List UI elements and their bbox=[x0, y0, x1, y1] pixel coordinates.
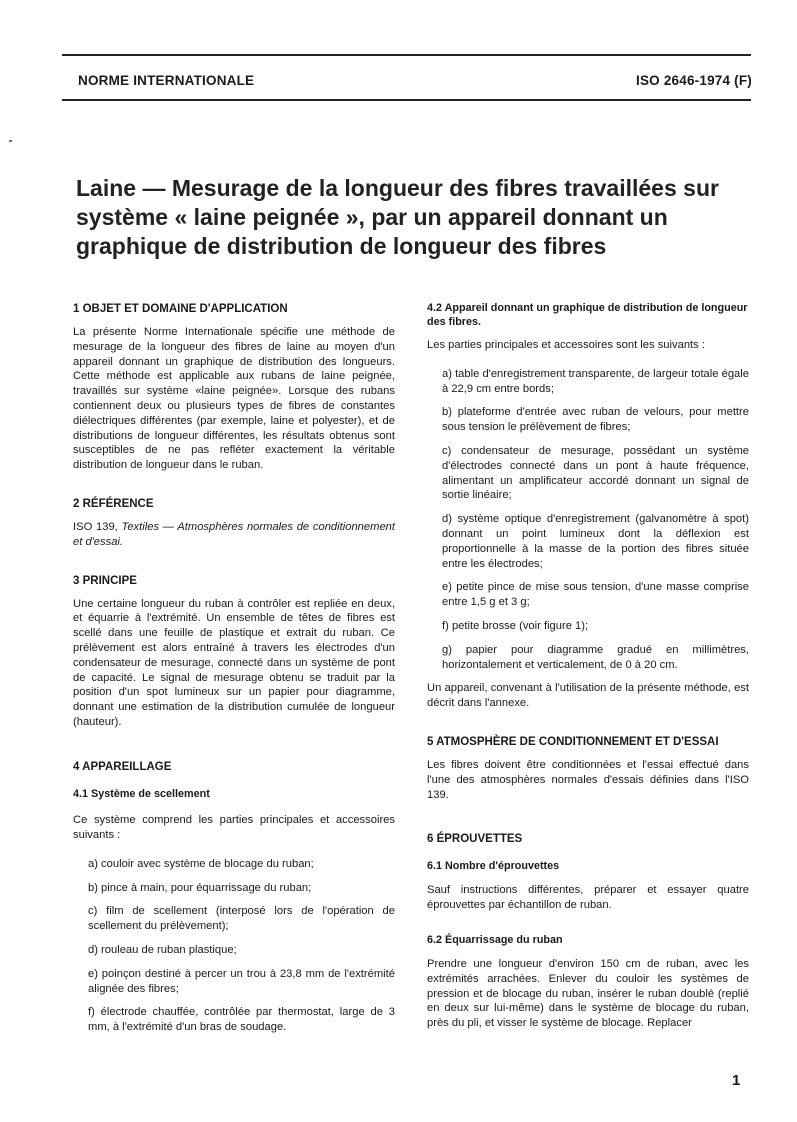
section-5-text: Les fibres doivent être conditionnées et l'essai effectué dans l'une des atmosphères normales d'essais définies dans l'ISO 139. bbox=[427, 758, 749, 801]
section-1 bbox=[73, 302, 395, 473]
list-item: b) plateforme d'entrée avec ruban de velours, pour mettre sous tension le prélèvement de fibres; bbox=[442, 406, 749, 434]
section-4-2-closing: Un appareil, convenant à l'utilisation de la présente méthode, est décrit dans l'annexe. bbox=[427, 682, 749, 710]
list-item: d) rouleau de ruban plastique; bbox=[88, 944, 237, 957]
list-item: d) système optique d'enregistrement (galvanomètre à spot) donnant un point lumineux dont la déflexion est proportionnelle à la masse de la portion des fibres située entre les électrodes; bbox=[442, 513, 749, 570]
section-6-2-text: Prendre une longueur d'environ 150 cm de ruban, avec les extrémités arrachées. Enlever du couloir les systèmes de pression et de blocage du ruban, insérer le ruban doublé (replié en deux sur lui-même) dans le système de blocage du ruban, près du pli, et visser le système de blocage. Replacer bbox=[427, 957, 749, 1030]
reference-code: ISO 139, bbox=[73, 520, 122, 533]
section-6-1-heading: 6.1 Nombre d'éprouvettes bbox=[427, 860, 560, 873]
list-item: a) couloir avec système de blocage du ruban; bbox=[88, 857, 314, 870]
list-item: e) petite pince de mise sous tension, d'une masse comprise entre 1,5 g et 3 g; bbox=[442, 581, 749, 609]
left-column bbox=[73, 302, 395, 1044]
list-item: f) électrode chauffée, contrôlée par thermostat, large de 3 mm, à l'extrémité d'un bras de soudage. bbox=[88, 1006, 395, 1034]
section-3-heading: 3 PRINCIPE bbox=[73, 574, 137, 587]
list-item: c) film de scellement (interposé lors de l'opération de scellement du prélèvement); bbox=[88, 905, 395, 933]
reference-title: Textiles — Atmosphères normales de conditionnement et d'essai. bbox=[73, 520, 395, 548]
section-5 bbox=[427, 735, 749, 802]
section-6-1-text: Sauf instructions différentes, préparer et essayer quatre éprouvettes par échantillon de ruban. bbox=[427, 883, 749, 911]
header-standard-number: ISO 2646-1974 (F) bbox=[636, 73, 752, 88]
document-title: Laine — Mesurage de la longueur des fibres travaillées sur système « laine peignée », par un appareil donnant un graphique de distribution de longueur des fibres bbox=[76, 175, 719, 259]
list-item: a) table d'enregistrement transparente, de largeur totale égale à 22,9 cm entre bords; bbox=[442, 367, 749, 395]
list-item: e) poinçon destiné à percer un trou à 23,8 mm de l'extrémité alignée des fibres; bbox=[88, 967, 395, 995]
section-6 bbox=[427, 832, 749, 1031]
section-4 bbox=[73, 760, 395, 1035]
section-4-heading: 4 APPAREILLAGE bbox=[73, 760, 172, 773]
section-6-2-heading: 6.2 Équarrissage du ruban bbox=[427, 934, 563, 947]
list-item: f) petite brosse (voir figure 1); bbox=[442, 619, 589, 632]
section-4-2-heading: 4.2 Appareil donnant un graphique de distribution de longueur des fibres. bbox=[427, 302, 748, 328]
page-number: 1 bbox=[732, 1072, 741, 1089]
section-2-text bbox=[73, 520, 395, 550]
section-6-heading: 6 ÉPROUVETTES bbox=[427, 833, 523, 846]
section-2 bbox=[73, 497, 395, 550]
header-standard-type: NORME INTERNATIONALE bbox=[78, 73, 255, 88]
top-rule bbox=[62, 54, 751, 56]
scan-mark bbox=[9, 140, 12, 142]
section-4-2-intro: Les parties principales et accessoires sont les suivants : bbox=[427, 339, 705, 351]
list-item: c) condensateur de mesurage, possédant un système d'électrodes connecté dans un pont à haute fréquence, alimentant un amplificateur accordé donnant un signal de sortie linéaire; bbox=[442, 444, 749, 502]
section-3 bbox=[73, 574, 395, 730]
section-4-1-heading: 4.1 Système de scellement bbox=[73, 787, 210, 800]
section-2-heading: 2 RÉFÉRENCE bbox=[73, 497, 154, 510]
section-4-1-intro: Ce système comprend les parties principales et accessoires suivants : bbox=[73, 814, 395, 842]
section-1-heading: 1 OBJET ET DOMAINE D'APPLICATION bbox=[73, 303, 288, 315]
list-item: b) pince à main, pour équarrissage du ruban; bbox=[88, 881, 312, 894]
section-5-heading: 5 ATMOSPHÈRE DE CONDITIONNEMENT ET D'ESSAI bbox=[427, 735, 719, 748]
list-item: g) papier pour diagramme gradué en millimètres, horizontalement et verticalement, de 0 à 20 cm. bbox=[442, 643, 749, 671]
right-column bbox=[427, 302, 749, 1031]
section-3-text: Une certaine longueur du ruban à contrôler est repliée en deux, et équarrie à l'extrémité. Un ensemble de têtes de fibres est scellé dans une feuille de plastique et extrait du ruban. Ce prélèvement est alors entraîné à travers les électrodes d'un condensateur de mesurage, connecté dans un système de pont de capacité. Le signal de mesurage obtenu se traduit par la position d'un spot lumineux sur un papier pour diagramme, donnant une estimation de la distribution cumulée de longueur (hauteur). bbox=[73, 597, 395, 728]
header-rule bbox=[62, 99, 751, 101]
section-4-2 bbox=[427, 302, 749, 711]
section-1-text: La présente Norme Internationale spécifie une méthode de mesurage de la longueur des fibres de laine au moyen d'un appareil donnant un graphique de distribution des longueurs. Cette méthode est applicable aux rubans de laine peignée, travaillés sur système «laine peignée». Lorsque des rubans contiennent deux ou plusieurs types de fibres de constantes diélectriques différentes (par exemple, laine et polyester), et de distributions de longueur différentes, les résultats obtenus sont susceptibles de ne pas refléter exactement la véritable distribution de longueur dans le ruban. bbox=[73, 326, 395, 472]
